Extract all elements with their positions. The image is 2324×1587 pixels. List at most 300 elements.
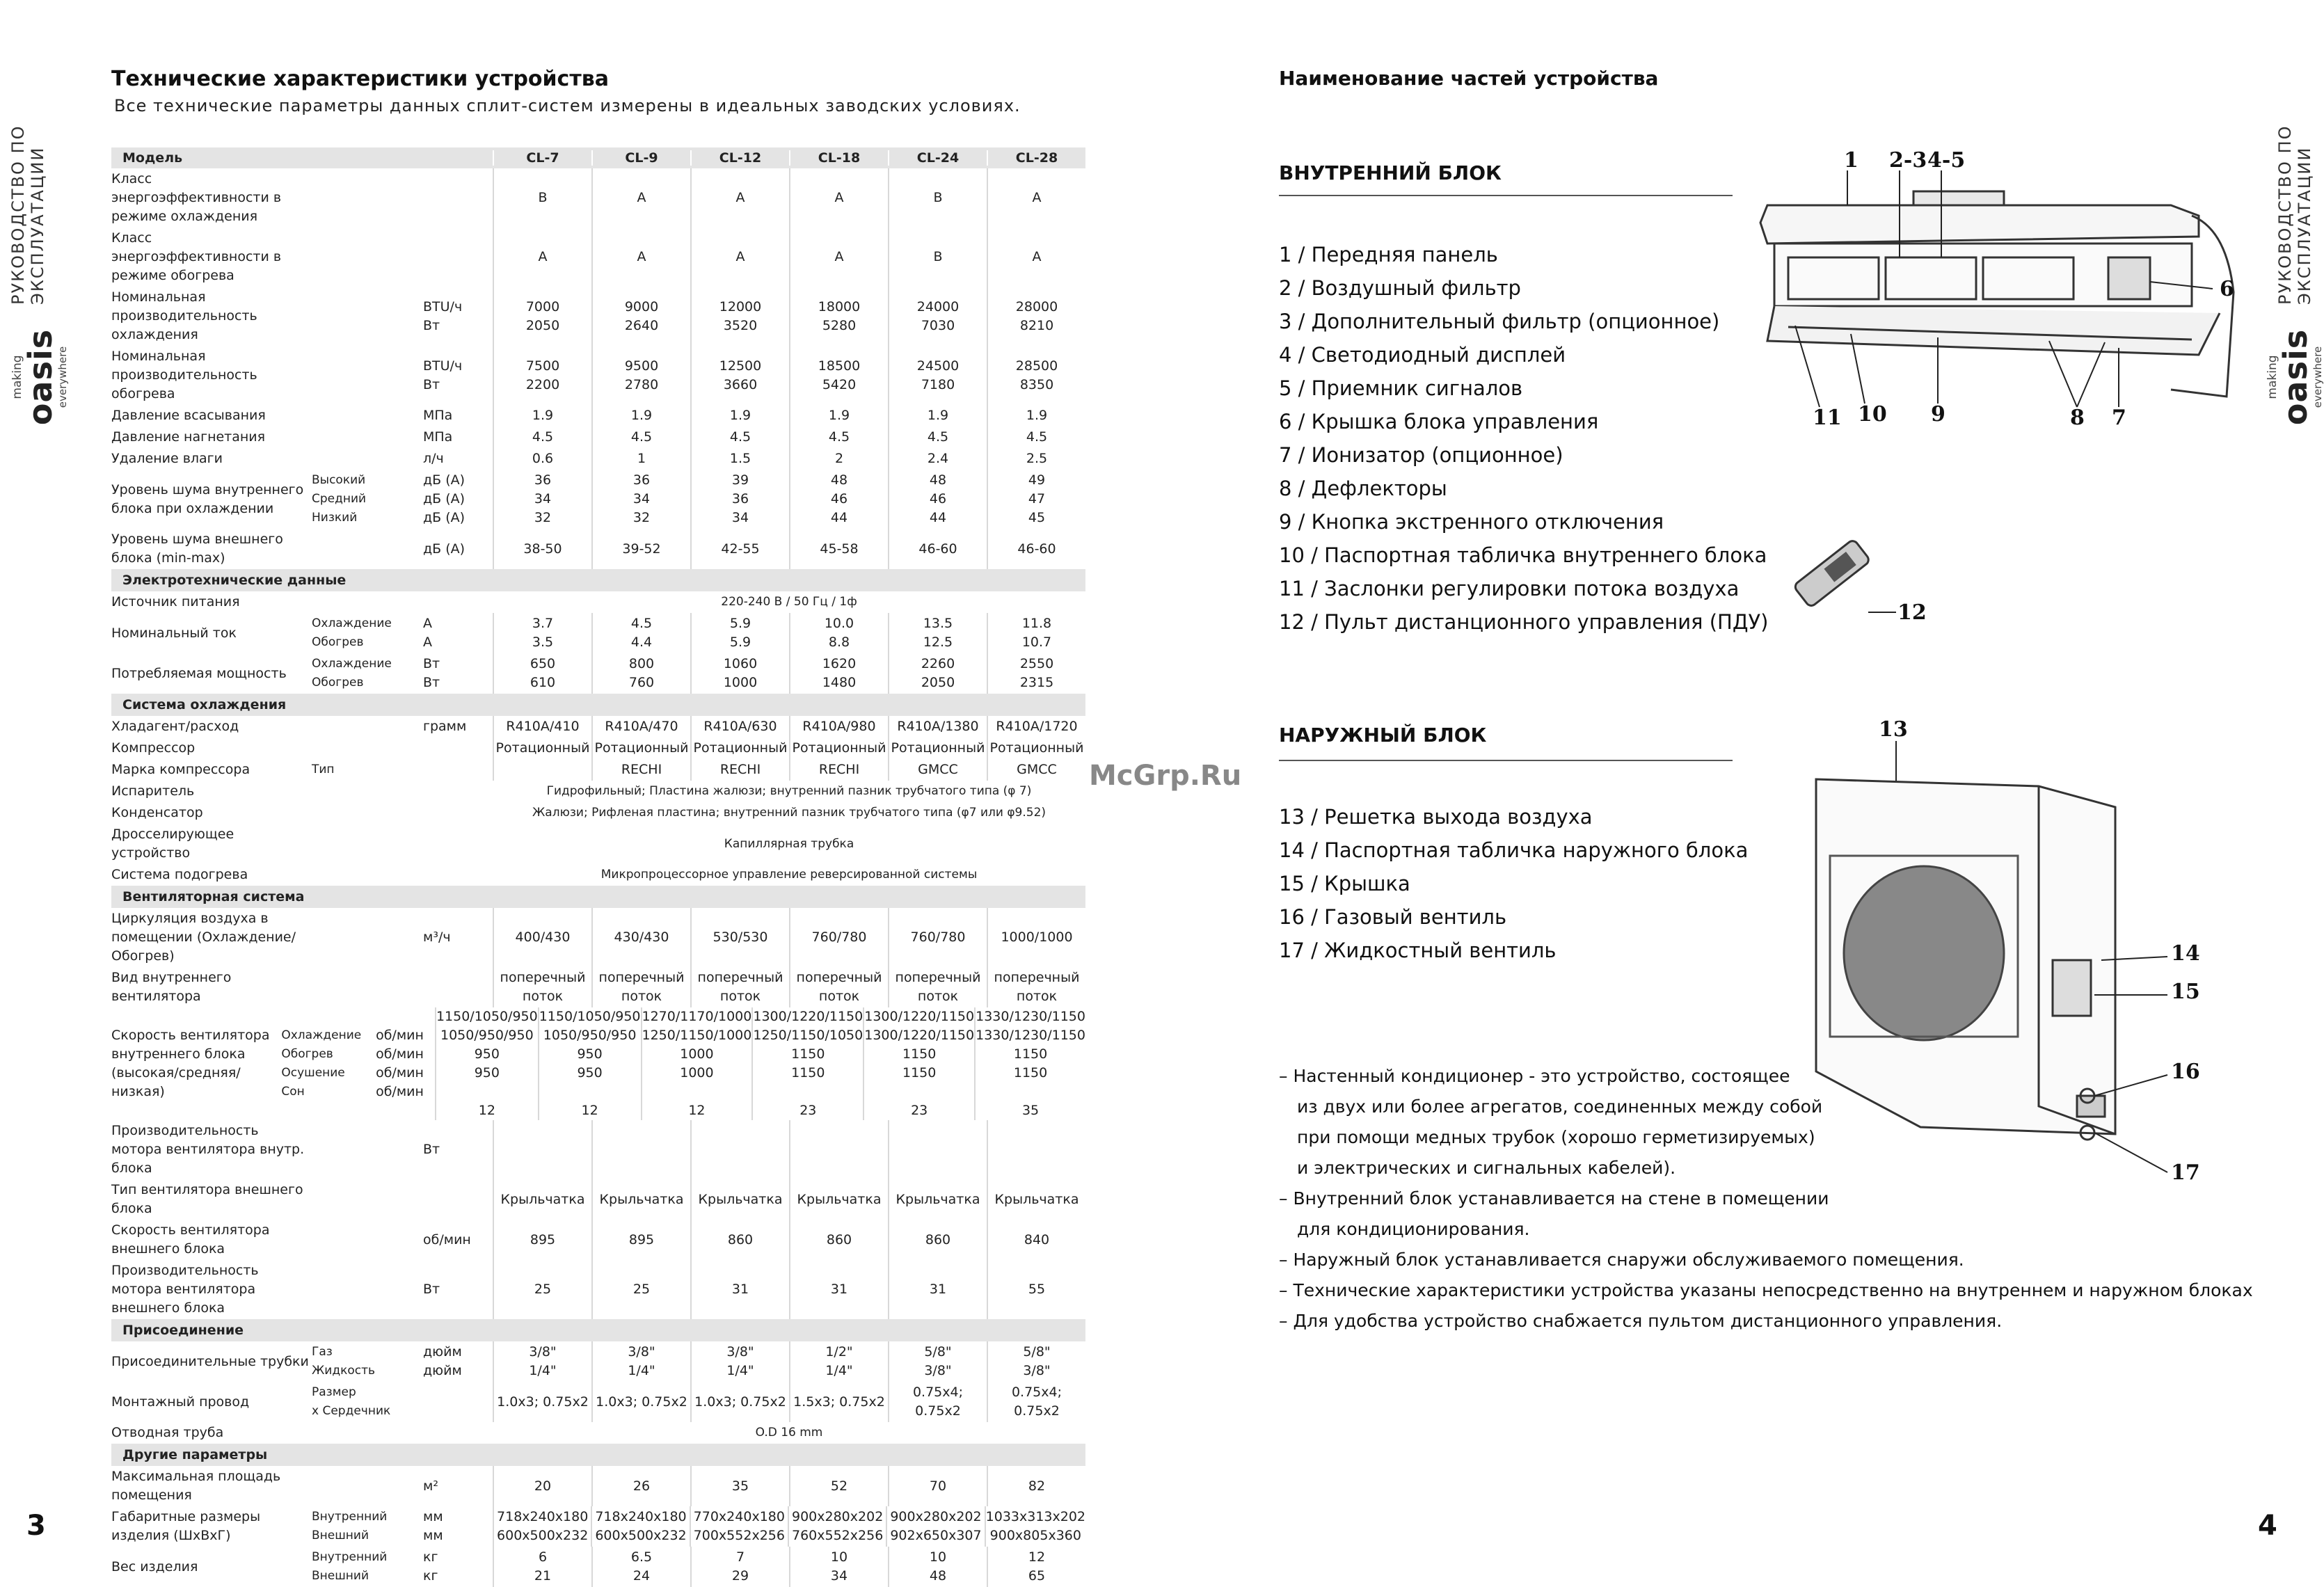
- row-label: Скорость вентилятора внутреннего блока (высокая/средняя/низкая): [111, 1028, 270, 1099]
- callout-9: 9: [1931, 402, 1945, 426]
- indoor-item-8: 8 / Дефлекторы: [1279, 477, 1447, 500]
- row-sublabel: [312, 168, 423, 228]
- row-value: 1060 1000: [690, 653, 789, 694]
- row-value: 12500 3660: [690, 346, 789, 405]
- row-label: Номинальный ток: [111, 625, 237, 641]
- model-cl-24: CL-24: [888, 150, 987, 166]
- row-label: Уровень шума внешнего блока (min-max): [111, 532, 283, 566]
- row-label: Габаритные размеры изделия (ШxВxГ): [111, 1509, 261, 1543]
- row-label: Конденсатор: [111, 805, 203, 820]
- row-value: GMCC: [888, 759, 987, 781]
- row-value: 36 34 32: [591, 470, 690, 529]
- row-value: 1.9: [789, 405, 888, 426]
- row-value: 4.5: [690, 426, 789, 448]
- row-value: R410A/470: [591, 716, 690, 737]
- row-value: 31: [888, 1260, 987, 1319]
- spec-row-p2: [111, 1382, 1085, 1422]
- row-label: Хладагент/расход: [111, 719, 239, 734]
- section-connection: Присоединение: [111, 1319, 1085, 1341]
- row-unit: BTU/ч Вт: [423, 358, 463, 392]
- row-label: Присоединительные трубки: [111, 1353, 309, 1369]
- row-unit: МПа: [423, 408, 453, 423]
- row-value: A: [789, 168, 888, 228]
- row-span-value: Гидрофильный; Пластина жалюзи; внутренний пазник трубчатого типа (φ 7): [546, 784, 1032, 798]
- row-value: 4.5: [591, 426, 690, 448]
- row-value: 11.8 10.7: [987, 613, 1085, 653]
- row-value: поперечный поток: [987, 967, 1085, 1007]
- spec-row-e2: [111, 613, 1085, 653]
- callout-6: 6: [2220, 277, 2234, 301]
- row-value: 860: [789, 1220, 888, 1260]
- spec-row-r1: [111, 168, 1085, 228]
- indoor-parts-list: [1279, 238, 1768, 639]
- spec-row-c3: [111, 759, 1085, 781]
- row-value: [888, 1120, 987, 1179]
- row-value: Крыльчатка: [690, 1179, 789, 1220]
- row-value: 1.9: [591, 405, 690, 426]
- indoor-item-9: 9 / Кнопка экстренного отключения: [1279, 510, 1664, 534]
- row-value: 12000 3520: [690, 287, 789, 346]
- row-value: 1300/1220/1150 1300/1220/1150 1150 1150 23: [863, 1007, 974, 1120]
- row-value: 895: [591, 1220, 690, 1260]
- row-label: Система подогрева: [111, 867, 248, 882]
- row-value: 900x280x202 902x650x307: [886, 1506, 984, 1547]
- row-unit: [423, 967, 493, 1007]
- row-value: 0.75x4; 0.75x2: [888, 1382, 987, 1422]
- row-span-value: 220-240 В / 50 Гц / 1ф: [721, 595, 857, 609]
- row-value: 28500 8350: [987, 346, 1085, 405]
- row-sublabel: Тип: [312, 763, 335, 776]
- row-value: 4.5: [987, 426, 1085, 448]
- row-value: 24500 7180: [888, 346, 987, 405]
- spec-row-r2: [111, 228, 1085, 287]
- row-value: 530/530: [690, 908, 789, 967]
- row-value: 4.5: [789, 426, 888, 448]
- row-value: 55: [987, 1260, 1085, 1319]
- row-value: 895: [493, 1220, 591, 1260]
- row-value: Крыльчатка: [987, 1179, 1085, 1220]
- row-value: 10 34: [789, 1547, 888, 1587]
- indoor-item-10: 10 / Паспортная табличка внутреннего блока: [1279, 543, 1767, 567]
- callout-2-3: 2-3: [1889, 148, 1927, 173]
- spec-row-r4: [111, 346, 1085, 405]
- spec-row-f3: [111, 1007, 1085, 1120]
- row-value: 770x240x180 700x552x256: [690, 1506, 788, 1547]
- row-value: 718x240x180 600x500x232: [493, 1506, 591, 1547]
- row-value: 9500 2780: [591, 346, 690, 405]
- row-label: Тип вентилятора внешнего блока: [111, 1182, 303, 1216]
- brand-logo-right: [2266, 328, 2324, 426]
- row-value: 36 34 32: [493, 470, 591, 529]
- row-value: 10.0 8.8: [789, 613, 888, 653]
- row-unit: BTU/ч Вт: [423, 298, 463, 333]
- row-value: Крыльчатка: [789, 1179, 888, 1220]
- row-value: 26: [591, 1466, 690, 1506]
- row-value: RECHI: [690, 759, 789, 781]
- row-unit: Вт: [423, 1282, 440, 1297]
- spec-row-r9: [111, 529, 1085, 569]
- row-value: Ротационный: [789, 737, 888, 759]
- callout-17: 17: [2171, 1161, 2200, 1185]
- row-value: 48 46 44: [888, 470, 987, 529]
- row-label: Уровень шума внутреннего блока при охлаждении: [111, 481, 304, 516]
- spec-row-o1: [111, 1466, 1085, 1506]
- model-cl-12: CL-12: [690, 150, 789, 166]
- row-value: 45-58: [789, 529, 888, 569]
- row-value: Ротационный: [690, 737, 789, 759]
- row-value: 400/430: [493, 908, 591, 967]
- spec-row-o3: [111, 1547, 1085, 1587]
- note-line: при помощи медных трубок (хорошо герметизируемых): [1297, 1127, 1815, 1147]
- spec-row-p3: [111, 1422, 1085, 1444]
- row-value: поперечный поток: [789, 967, 888, 1007]
- spec-header-label: Модель: [122, 150, 183, 166]
- row-value: 6.5 24: [591, 1547, 690, 1587]
- row-sublabel: [312, 1179, 423, 1220]
- row-label: Монтажный провод: [111, 1394, 250, 1410]
- row-label: Давление всасывания: [111, 408, 266, 423]
- brand-top: making: [2266, 355, 2279, 399]
- row-sublabel: Охлаждение Обогрев: [312, 657, 392, 689]
- row-sublabel: [312, 967, 423, 1007]
- brand-logo-left: [10, 328, 69, 426]
- row-value: 25: [493, 1260, 591, 1319]
- row-value: 12 65: [987, 1547, 1085, 1587]
- indoor-rule: [1279, 195, 1733, 196]
- row-value: 31: [690, 1260, 789, 1319]
- row-value: поперечный поток: [690, 967, 789, 1007]
- spec-row-f4: [111, 1120, 1085, 1179]
- indoor-item-12: 12 / Пульт дистанционного управления (ПДУ): [1279, 610, 1769, 634]
- row-value: 13.5 12.5: [888, 613, 987, 653]
- row-unit: об/мин: [423, 1231, 471, 1247]
- row-sublabel: [312, 908, 423, 967]
- row-value: 718x240x180 600x500x232: [591, 1506, 689, 1547]
- callout-11: 11: [1813, 406, 1842, 430]
- indoor-item-4: 4 / Светодиодный дисплей: [1279, 343, 1566, 367]
- row-value: 3.7 3.5: [493, 613, 591, 653]
- row-label: Вес изделия: [111, 1558, 198, 1574]
- row-value: 1.0x3; 0.75x2: [493, 1382, 591, 1422]
- page-number-right: 4: [2258, 1510, 2277, 1542]
- row-sublabel: [312, 716, 423, 737]
- row-value: [690, 1120, 789, 1179]
- callout-4-5: 4-5: [1927, 148, 1966, 173]
- section-other: Другие параметры: [111, 1444, 1085, 1466]
- indoor-unit-diagram: [1740, 139, 2254, 445]
- spec-row-c5: [111, 802, 1085, 824]
- row-label: Удаление влаги: [111, 451, 223, 466]
- row-value: 1.9: [987, 405, 1085, 426]
- row-value: 5.9 5.9: [690, 613, 789, 653]
- row-sublabel: [312, 405, 423, 426]
- row-sublabel: [312, 737, 423, 759]
- row-value: Крыльчатка: [591, 1179, 690, 1220]
- row-unit: [423, 228, 493, 287]
- spec-row-e3: [111, 653, 1085, 694]
- row-sublabel: Внутренний Внешний: [312, 1510, 388, 1542]
- row-value: 1150/1050/950 1050/950/950 950 950 12: [435, 1007, 538, 1120]
- row-value: 49 47 45: [987, 470, 1085, 529]
- row-value: 1.9: [493, 405, 591, 426]
- row-value: 3/8" 1/4": [493, 1341, 591, 1382]
- row-value: 10 48: [888, 1547, 987, 1587]
- row-sublabel: Размер x Сердечник: [312, 1385, 391, 1418]
- row-value: B: [888, 228, 987, 287]
- row-unit: [423, 759, 493, 781]
- row-unit: МПа: [423, 429, 453, 445]
- row-value: 42-55: [690, 529, 789, 569]
- spec-row-c7: [111, 864, 1085, 886]
- row-value: 6 21: [493, 1547, 591, 1587]
- indoor-item-6: 6 / Крышка блока управления: [1279, 410, 1599, 433]
- row-value: 1: [591, 448, 690, 470]
- model-cl-18: CL-18: [789, 150, 888, 166]
- row-value: 46-60: [888, 529, 987, 569]
- callout-12: 12: [1897, 600, 1927, 625]
- row-value: RECHI: [591, 759, 690, 781]
- row-value: 1330/1230/1150 1330/1230/1150 1150 1150 35: [974, 1007, 1085, 1120]
- row-value: 1.0x3; 0.75x2: [591, 1382, 690, 1422]
- callout-15: 15: [2171, 980, 2200, 1004]
- row-value: [591, 1120, 690, 1179]
- row-value: 760/780: [789, 908, 888, 967]
- row-value: 2260 2050: [888, 653, 987, 694]
- row-unit: дюйм дюйм: [423, 1344, 462, 1378]
- spec-row-r3: [111, 287, 1085, 346]
- row-sublabel: Газ Жидкость: [312, 1345, 376, 1378]
- callout-1: 1: [1844, 148, 1859, 173]
- spec-row-r5: [111, 405, 1085, 426]
- row-label: Максимальная площадь помещения: [111, 1469, 281, 1503]
- row-unit: дБ (А): [423, 541, 465, 557]
- row-value: 1000/1000: [987, 908, 1085, 967]
- callout-14: 14: [2171, 941, 2200, 966]
- row-value: поперечный поток: [888, 967, 987, 1007]
- row-value: поперечный поток: [493, 967, 591, 1007]
- row-label: Номинальная производительность охлаждения: [111, 289, 257, 342]
- row-value: 38-50: [493, 529, 591, 569]
- row-value: Крыльчатка: [888, 1179, 987, 1220]
- row-label: Номинальная производительность обогрева: [111, 349, 257, 401]
- row-value: 9000 2640: [591, 287, 690, 346]
- row-value: A: [690, 228, 789, 287]
- spec-row-r7: [111, 448, 1085, 470]
- note-line: – Технические характеристики устройства указаны непосредственно на внутреннем и наружном блоках: [1279, 1280, 2253, 1300]
- row-label: Циркуляция воздуха в помещении (Охлаждение/Обогрев): [111, 911, 296, 964]
- page-number-left: 3: [26, 1510, 46, 1542]
- row-label: Дросселирующее устройство: [111, 827, 234, 861]
- model-cl-28: CL-28: [987, 150, 1085, 166]
- row-value: 1.9: [888, 405, 987, 426]
- row-value: 39-52: [591, 529, 690, 569]
- row-sublabel: [312, 287, 423, 346]
- model-cl-9: CL-9: [591, 150, 690, 166]
- indoor-item-7: 7 / Ионизатор (опционное): [1279, 443, 1563, 467]
- row-value: 1033x313x202 900x805x360: [985, 1506, 1085, 1547]
- row-value: 1/2" 1/4": [789, 1341, 888, 1382]
- row-value: 46-60: [987, 529, 1085, 569]
- row-value: 860: [888, 1220, 987, 1260]
- row-unit: мм мм: [423, 1509, 443, 1543]
- outdoor-item-4: 16 / Газовый вентиль: [1279, 905, 1507, 929]
- row-value: [789, 1120, 888, 1179]
- row-value: B: [493, 168, 591, 228]
- spec-row-f1: [111, 908, 1085, 967]
- row-value: 3/8" 1/4": [591, 1341, 690, 1382]
- outdoor-item-1: 13 / Решетка выхода воздуха: [1279, 805, 1593, 829]
- callout-7: 7: [2112, 406, 2126, 430]
- note-line: – Наружный блок устанавливается снаружи обслуживаемого помещения.: [1279, 1250, 1964, 1270]
- indoor-item-2: 2 / Воздушный фильтр: [1279, 276, 1521, 300]
- row-unit: [423, 1179, 493, 1220]
- watermark: McGrp.Ru: [1089, 760, 1242, 792]
- callout-13: 13: [1879, 717, 1908, 742]
- brand-name: oasis: [22, 328, 59, 426]
- row-value: 7000 2050: [493, 287, 591, 346]
- brand-bottom: everywhere: [56, 346, 69, 408]
- row-value: 1620 1480: [789, 653, 888, 694]
- row-value: A: [987, 168, 1085, 228]
- indoor-item-11: 11 / Заслонки регулировки потока воздуха: [1279, 577, 1740, 600]
- row-value: 18500 5420: [789, 346, 888, 405]
- row-value: 82: [987, 1466, 1085, 1506]
- row-value: 1.5: [690, 448, 789, 470]
- row-unit: м²: [423, 1478, 438, 1494]
- row-value: 7500 2200: [493, 346, 591, 405]
- row-sublabel: [312, 1220, 423, 1260]
- row-label: Испаритель: [111, 783, 195, 799]
- row-value: Ротационный: [987, 737, 1085, 759]
- row-value: 5/8" 3/8": [987, 1341, 1085, 1382]
- row-label: Давление нагнетания: [111, 429, 266, 445]
- brand-bottom: everywhere: [2311, 346, 2324, 408]
- note-line: – Настенный кондиционер - это устройство, состоящее: [1279, 1066, 1790, 1086]
- row-value: 430/430: [591, 908, 690, 967]
- row-unit: л/ч: [423, 451, 444, 466]
- note-line: для кондиционирования.: [1297, 1219, 1530, 1239]
- row-value: 24000 7030: [888, 287, 987, 346]
- row-value: 48 46 44: [789, 470, 888, 529]
- spec-row-c6: [111, 824, 1085, 864]
- row-span-value: O.D 16 mm: [755, 1426, 823, 1440]
- row-value: GMCC: [987, 759, 1085, 781]
- outdoor-rule: [1279, 760, 1733, 761]
- row-value: 800 760: [591, 653, 690, 694]
- row-unit: об/мин об/мин об/мин об/мин: [376, 1028, 424, 1099]
- row-value: R410A/980: [789, 716, 888, 737]
- callout-10: 10: [1858, 402, 1887, 426]
- row-value: [987, 1120, 1085, 1179]
- indoor-item-5: 5 / Приемник сигналов: [1279, 376, 1523, 400]
- row-sublabel: [312, 1466, 423, 1506]
- spec-row-o2: [111, 1506, 1085, 1547]
- row-value: 3/8" 1/4": [690, 1341, 789, 1382]
- row-sublabel: [312, 1120, 423, 1179]
- indoor-item-3: 3 / Дополнительный фильтр (опционное): [1279, 310, 1720, 333]
- row-sublabel: Охлаждение Обогрев: [312, 616, 392, 649]
- row-value: 39 36 34: [690, 470, 789, 529]
- row-unit: м³/ч: [423, 930, 451, 945]
- model-cl-7: CL-7: [493, 150, 591, 166]
- section-fan: Вентиляторная система: [111, 886, 1085, 908]
- row-value: 900x280x202 760x552x256: [788, 1506, 886, 1547]
- row-unit: [423, 1382, 493, 1422]
- row-unit: дБ (А) дБ (А) дБ (А): [423, 472, 465, 525]
- outdoor-item-5: 17 / Жидкостный вентиль: [1279, 939, 1557, 962]
- row-unit: грамм: [423, 719, 467, 734]
- row-label: Отводная труба: [111, 1425, 224, 1440]
- row-value: 7 29: [690, 1547, 789, 1587]
- row-value: 0.6: [493, 448, 591, 470]
- row-value: R410A/1720: [987, 716, 1085, 737]
- row-value: поперечный поток: [591, 967, 690, 1007]
- row-sublabel: Высокий Средний Низкий: [312, 473, 367, 525]
- outdoor-item-3: 15 / Крышка: [1279, 872, 1410, 895]
- spec-row-f6: [111, 1220, 1085, 1260]
- row-value: 70: [888, 1466, 987, 1506]
- note-line: – Внутренний блок устанавливается на стене в помещении: [1279, 1188, 1829, 1209]
- indoor-heading: ВНУТРЕННИЙ БЛОК: [1279, 161, 1502, 184]
- row-label: Источник питания: [111, 594, 240, 609]
- side-title-right: РУКОВОДСТВО ПО ЭКСПЛУАТАЦИИ: [2275, 125, 2314, 305]
- row-value: 28000 8210: [987, 287, 1085, 346]
- spec-row-c4: [111, 781, 1085, 802]
- row-unit: кг кг: [423, 1549, 438, 1584]
- row-value: [493, 759, 591, 781]
- row-sublabel: [312, 448, 423, 470]
- spec-row-e1: [111, 591, 1085, 613]
- row-value: A: [591, 228, 690, 287]
- row-value: A: [690, 168, 789, 228]
- row-unit: [423, 737, 493, 759]
- brand-top: making: [10, 355, 24, 399]
- row-value: 5/8" 3/8": [888, 1341, 987, 1382]
- row-value: Ротационный: [888, 737, 987, 759]
- spec-row-f2: [111, 967, 1085, 1007]
- row-value: 2.4: [888, 448, 987, 470]
- row-sublabel: Охлаждение Обогрев Осушение Сон: [281, 1028, 362, 1099]
- row-value: 1.9: [690, 405, 789, 426]
- note-line: и электрических и сигнальных кабелей).: [1297, 1158, 1676, 1178]
- spec-table: [111, 147, 1085, 1587]
- spec-row-r8: [111, 470, 1085, 529]
- row-value: 4.5: [888, 426, 987, 448]
- spec-title: Технические характеристики устройства: [111, 67, 609, 91]
- row-value: RECHI: [789, 759, 888, 781]
- callout-8: 8: [2070, 406, 2085, 430]
- row-value: 2550 2315: [987, 653, 1085, 694]
- row-label: Класс энергоэффективности в режиме охлаждения: [111, 171, 282, 224]
- row-sublabel: [312, 228, 423, 287]
- indoor-item-1: 1 / Передняя панель: [1279, 243, 1498, 266]
- note-line: из двух или более агрегатов, соединенных между собой: [1297, 1096, 1823, 1117]
- row-value: A: [789, 228, 888, 287]
- row-value: 1150/1050/950 1050/950/950 950 950 12: [538, 1007, 641, 1120]
- row-label: Производительность мотора вентилятора внутр. блока: [111, 1123, 305, 1176]
- row-value: B: [888, 168, 987, 228]
- row-label: Вид внутреннего вентилятора: [111, 970, 232, 1004]
- row-value: 1300/1220/1150 1250/1150/1050 1150 1150 23: [751, 1007, 863, 1120]
- row-value: 760/780: [888, 908, 987, 967]
- row-label: Потребляемая мощность: [111, 665, 287, 681]
- row-value: 0.75x4; 0.75x2: [987, 1382, 1085, 1422]
- remote-control-diagram: [1792, 525, 1931, 637]
- row-label: Производительность мотора вентилятора внешнего блока: [111, 1263, 259, 1316]
- row-value: 25: [591, 1260, 690, 1319]
- note-line: – Для удобства устройство снабжается пультом дистанционного управления.: [1279, 1311, 2003, 1331]
- spec-row-c1: [111, 716, 1085, 737]
